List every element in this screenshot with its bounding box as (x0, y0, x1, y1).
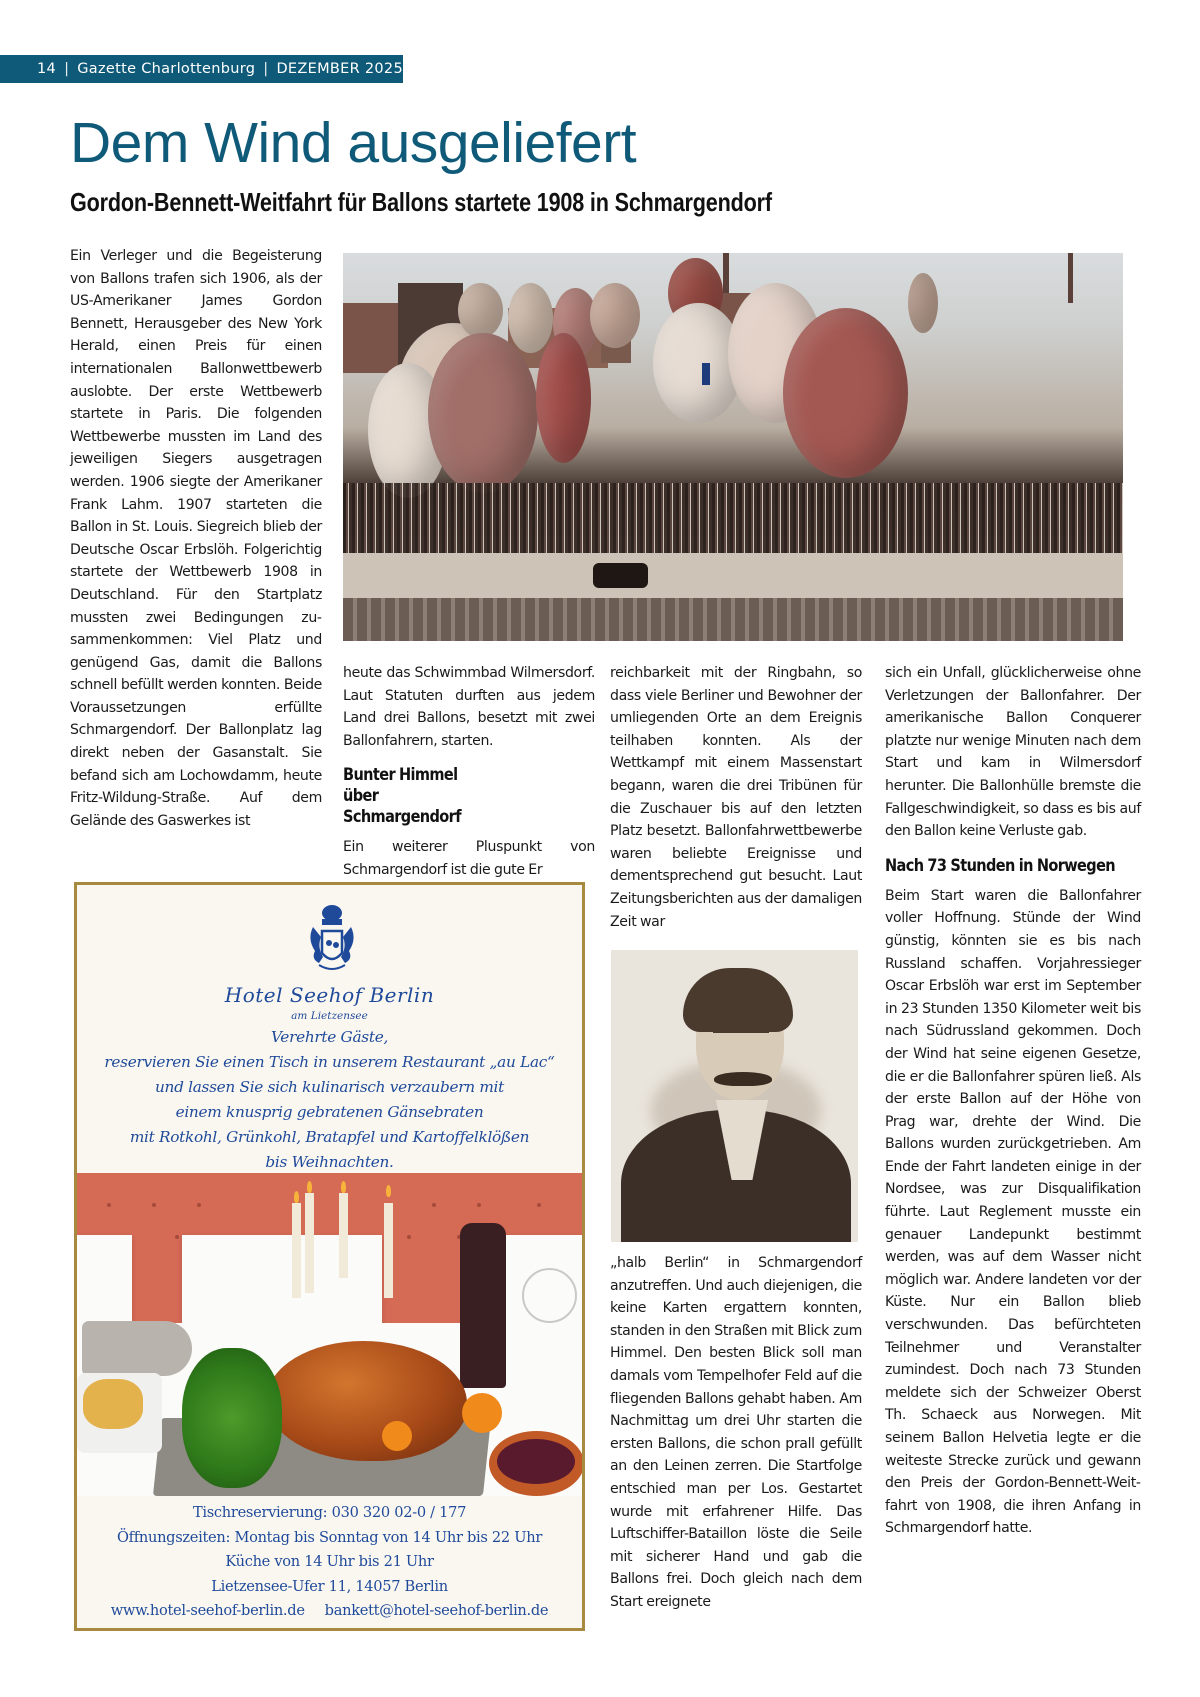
ad-body-text (77, 1025, 582, 1175)
article-title: Dem Wind ausgeliefert (70, 111, 637, 175)
separator: | (263, 61, 269, 77)
paragraph: heute das Schwimmbad Wilmersdorf. Laut Statuten durften aus jedem Land drei Ballons, besetzt mit zwei Ballonfahrern, starten. (343, 665, 595, 749)
paragraph: Ein weiterer Pluspunkt von Schmargendorf ist die gute Er (343, 839, 595, 878)
hotel-advertisement (74, 882, 585, 1631)
portrait-engraving (611, 950, 858, 1242)
page-header-bar (0, 55, 403, 83)
ad-line: reservieren Sie einen Tisch in unserem Restaurant „au Lac“ (104, 1053, 555, 1071)
paragraph: „halb Berlin“ in Schmargendorf anzutreffen. Und auch diejenigen, die keine Karten ergattern konnten, standen in den Straßen mit Blick zum Himmel. Den besten Blick soll man damals vom Tempelhofer Feld auf die fliegenden Ballons gehabt haben. Am Nachmittag um drei Uhr starten die ersten Ballons, die schon prall gefüllt an den Leinen zerren. Die Startfolge entschied man per Los. Gestartet wurde mit erfahrener Hilfe. Das Luftschiffer-Bataillon löste die Seile mit sicherer Hand und gab die Ballons frei. Doch gleich nach dem Start ereignete (610, 1255, 862, 1610)
paragraph: reichbarkeit mit der Ringbahn, so dass viele Berliner und Bewohner der umliegenden Orte an dem Ereignis teilhaben konnten. Als der Wettkampf mit einem Massenstart begann, waren die drei Tribünen für die Zuschauer bis auf den letzten Platz besetzt. Ballonfahrwettbewerbe waren beliebte Ereignisse und dementsprechend gut besucht. Laut Zeitungsberichten aus der damaligen Zeit war (610, 665, 862, 930)
ad-line: mit Rotkohl, Grünkohl, Bratapfel und Kartoffelklößen (129, 1128, 530, 1146)
article-column-4 (885, 662, 1141, 1540)
address: Lietzensee-Ufer 11, 14057 Berlin (211, 1577, 448, 1595)
kitchen-hours: Küche von 14 Uhr bis 21 Uhr (225, 1553, 434, 1570)
paragraph: sich ein Unfall, glücklicherweise ohne Verletzungen der Ballonfahrer. Der amerikanische Ballon Conquerer platzte nur wenige Minuten nach dem Start und kam in Wilmersdorf herunter. Die Ballonhülle bremste die Fallgeschwindigkeit, so dass es bis auf den Ballon keine Verluste gab. (885, 665, 1141, 840)
article-column-1 (70, 245, 322, 832)
website-link[interactable]: www.hotel-seehof-berlin.de (110, 1602, 305, 1619)
paragraph: Beim Start waren die Ballonfahrer voller Hoffnung. Stünde der Wind günstig, könnten sie es bis nach Russland schaffen. Vorjahressieger Oscar Erbslöh war erst im September in 23 Stunden 1350 Kilometer weit bis nach Südrussland gekommen. Doch der Wind hat seine eigenen Gesetze, die er die Ballonfahrer spüren ließ. Als der erste Ballon auf der Höhe von Prag war, drehte der Wind. Die Ballons wurden zurückgetrieben. Am Ende der Fahrt landeten einige in der Nordsee, was zur Disqualifikation führte. Laut Reglement musste ein genauer Landepunkt bestimmt werden, was auf dem Wasser nicht möglich war. Andere landeten vor der Küste. Nur ein Ballon blieb verschwunden. Das befürchteten Teilnehmer und Veranstalter zumindest. Doch nach 73 Stunden meldete sich der Schweizer Oberst Th. Schaeck aus Norwegen. Mit seinem Ballon Helvetia legte er die weiteste Strecke zurück und gewann den Preis der Gordon-Bennett-Weitfahrt von 1908, die ihren Anfang in Schmargendorf hatte. (885, 887, 1141, 1537)
hotel-brand-location: am Lietzensee (291, 1010, 368, 1022)
publication-name: Gazette Charlottenburg (77, 61, 256, 77)
section-heading: Nach 73 Stunden in Norwegen (885, 855, 1116, 875)
section-heading (343, 764, 565, 827)
article-column-3-top (610, 662, 862, 933)
issue-date: DEZEMBER 2025 (276, 61, 403, 77)
union-jack-flag (702, 363, 710, 385)
article-column-3-bottom (610, 1252, 862, 1614)
opening-hours: Öffnungszeiten: Montag bis Sonntag von 14 Uhr bis 22 Uhr (117, 1528, 542, 1546)
paragraph: Ein Verleger und die Begeisterung von Ballons trafen sich 1906, als der US-Amerikaner James Gordon Bennett, Herausgeber des New York Herald, einen Preis für einen internationalen Ballonwettbewerb auslobte. Der erste Wettbewerb startete in Paris. Die folgenden Wettbewerbe mussten im Land des jeweiligen Siegers ausgetragen werden. 1906 siegte der Amerikaner Frank Lahm. 1907 starteten die Ballon in St. Louis. Siegreich blieb der Deutsche Oscar Erbslöh. Folgerichtig startete der Wettbewerb 1908 in Deutschland. Für den Startplatz mussten zwei Bedingungen zusammenkommen: Viel Platz und genügend Gas, damit die Ballons schnell befüllt werden konnten. Beide Voraussetzungen erfüllte Schmargendorf. Der Ballonplatz lag direkt neben der Gasanstalt. Sie befand sich am Lochowdamm, heute Fritz-Wildung-Straße. Auf dem Gelände des Gaswerkes ist (70, 248, 322, 829)
coat-of-arms-icon (305, 903, 359, 973)
separator: | (64, 61, 70, 77)
ad-line: bis Weihnachten. (265, 1153, 394, 1171)
section-heading-text: Bunter Himmel über Schmargendorf (343, 765, 461, 827)
ad-greeting: Verehrte Gäste, (270, 1028, 389, 1046)
balloon-launch-photo (343, 253, 1123, 641)
page-number: 14 (37, 61, 57, 77)
article-column-2 (343, 662, 595, 882)
email-link[interactable]: bankett@hotel-seehof-berlin.de (324, 1602, 549, 1619)
vintage-car (593, 563, 648, 588)
ad-line: einem knusprig gebratenen Gänsebraten (175, 1103, 484, 1121)
ad-links (77, 1599, 582, 1624)
reservation-phone: Tischreservierung: 030 320 02-0 / 177 (192, 1504, 467, 1521)
article-subtitle: Gordon-Bennett-Weitfahrt für Ballons startete 1908 in Schmargendorf (70, 187, 772, 217)
hotel-brand-name: Hotel Seehof Berlin (224, 983, 435, 1007)
ad-contact-info (77, 1501, 582, 1624)
roast-goose-dinner-photo (77, 1173, 582, 1496)
ad-line: und lassen Sie sich kulinarisch verzaubern mit (154, 1078, 505, 1096)
